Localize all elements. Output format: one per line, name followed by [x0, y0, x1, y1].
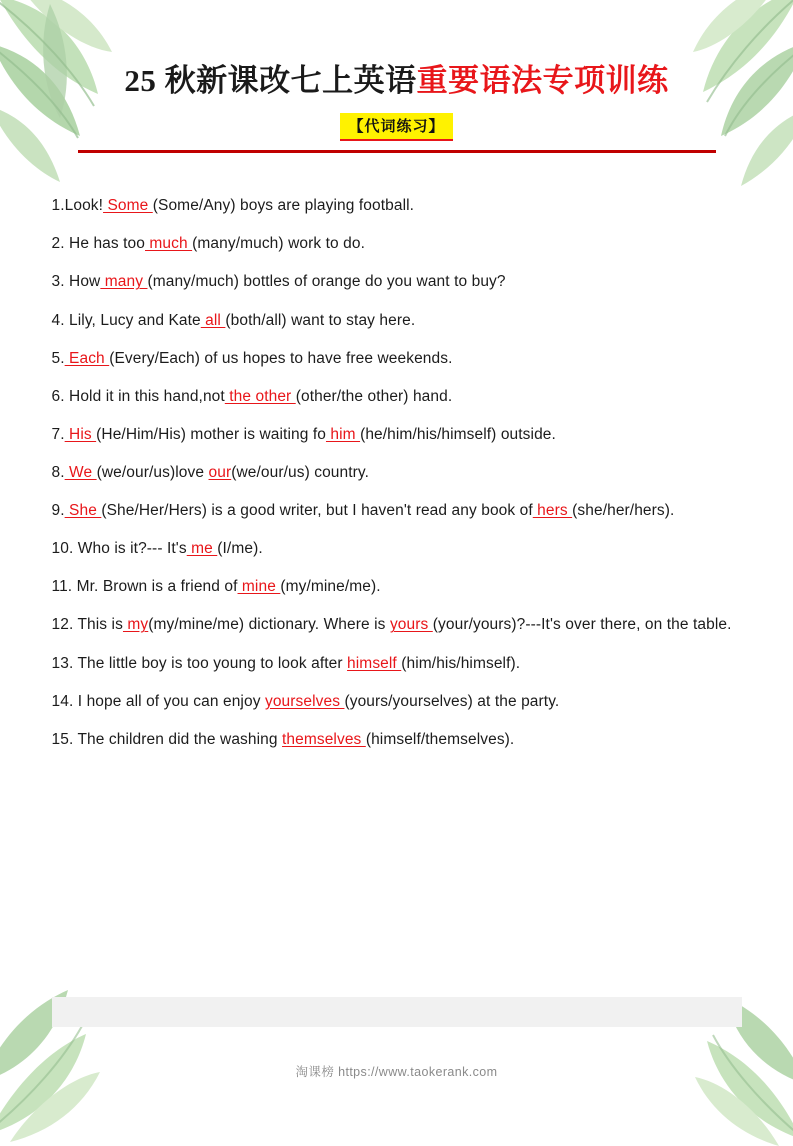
question-text: 1.Look!: [51, 197, 104, 215]
page-title-plain: 25 秋新课改七上英语: [124, 63, 417, 98]
question-text: (many/much) work to do.: [192, 235, 365, 253]
answer-blank: many: [100, 273, 148, 291]
title-divider: [78, 150, 716, 153]
answer-blank: themselves: [282, 730, 366, 748]
question-item: [52, 574, 742, 599]
question-text: (other/the other) hand.: [295, 387, 453, 405]
question-text: (She/Her/Hers) is a good writer, but I haven't read any book of: [101, 502, 533, 520]
question-item: [52, 498, 742, 523]
question-item: [52, 308, 742, 333]
question-item: [52, 346, 742, 371]
questions-list: [52, 193, 742, 752]
answer-blank: him: [325, 425, 361, 443]
question-text: 13. The little boy is too young to look after: [51, 654, 348, 672]
answer-blank: We: [64, 463, 97, 481]
question-text: (your/yours)?---It's over there, on the table.: [432, 616, 732, 634]
answer-blank: Each: [64, 349, 110, 367]
question-text: 7.: [51, 425, 65, 443]
answer-blank: mine: [237, 578, 281, 596]
question-text: (I/me).: [217, 540, 263, 558]
title-block: [0, 0, 793, 153]
question-text: (Some/Any) boys are playing football.: [152, 197, 415, 215]
question-text: 15. The children did the washing: [51, 730, 282, 748]
question-item: [52, 651, 742, 676]
subtitle-row: [0, 113, 793, 141]
question-text: 10. Who is it?--- It's: [51, 540, 187, 558]
answer-blank: much: [145, 235, 193, 253]
question-item: [52, 269, 742, 294]
question-text: (Every/Each) of us hopes to have free weekends.: [109, 349, 453, 367]
question-text: (him/his/himself).: [401, 654, 521, 672]
answer-blank: the other: [224, 387, 296, 405]
question-text: 3. How: [51, 273, 101, 291]
question-item: [52, 612, 742, 637]
question-text: 4. Lily, Lucy and Kate: [51, 311, 201, 329]
answer-blank: She: [64, 502, 102, 520]
question-text: 9.: [51, 502, 65, 520]
answer-blank: my: [122, 616, 149, 634]
subtitle-badge: 【代词练习】: [340, 113, 452, 141]
question-text: 12. This is: [51, 616, 123, 634]
question-text: 5.: [51, 349, 65, 367]
question-text: (many/much) bottles of orange do you want to buy?: [147, 273, 506, 291]
question-text: (she/her/hers).: [572, 502, 675, 520]
answer-blank: our: [208, 463, 232, 481]
question-item: [52, 384, 742, 409]
question-text: (yours/yourselves) at the party.: [344, 692, 560, 710]
question-text: 2. He has too: [51, 235, 145, 253]
question-item: [52, 422, 742, 447]
question-text: (my/mine/me) dictionary. Where is: [148, 616, 390, 634]
answer-blank: himself: [347, 654, 402, 672]
question-item: [52, 460, 742, 485]
answer-blank: Some: [103, 197, 153, 215]
answer-blank: me: [186, 540, 218, 558]
question-text: 6. Hold it in this hand,not: [51, 387, 225, 405]
question-text: (he/him/his/himself) outside.: [360, 425, 556, 443]
question-text: (my/mine/me).: [280, 578, 381, 596]
question-text: (himself/themselves).: [365, 730, 515, 748]
footer-watermark: 淘课榜 https://www.taokerank.com: [295, 1065, 498, 1079]
question-text: 11. Mr. Brown is a friend of: [51, 578, 238, 596]
question-item: [52, 689, 742, 714]
question-text: (we/our/us) country.: [231, 463, 370, 481]
page-title: [0, 62, 793, 99]
answer-blank: His: [64, 425, 97, 443]
question-text: (we/our/us)love: [96, 463, 209, 481]
answer-blank: yourselves: [264, 692, 345, 710]
answer-blank: yours: [389, 616, 433, 634]
question-item: [52, 536, 742, 561]
question-text: (both/all) want to stay here.: [225, 311, 416, 329]
answer-blank: all: [200, 311, 226, 329]
question-text: (He/Him/His) mother is waiting fo: [96, 425, 326, 443]
page-title-accent: 重要语法专项训练: [416, 63, 669, 98]
question-text: 14. I hope all of you can enjoy: [51, 692, 265, 710]
question-item: [52, 231, 742, 256]
question-item: [52, 193, 742, 218]
answer-blank: hers: [532, 502, 573, 520]
question-text: 8.: [51, 463, 65, 481]
question-item: [52, 727, 742, 752]
